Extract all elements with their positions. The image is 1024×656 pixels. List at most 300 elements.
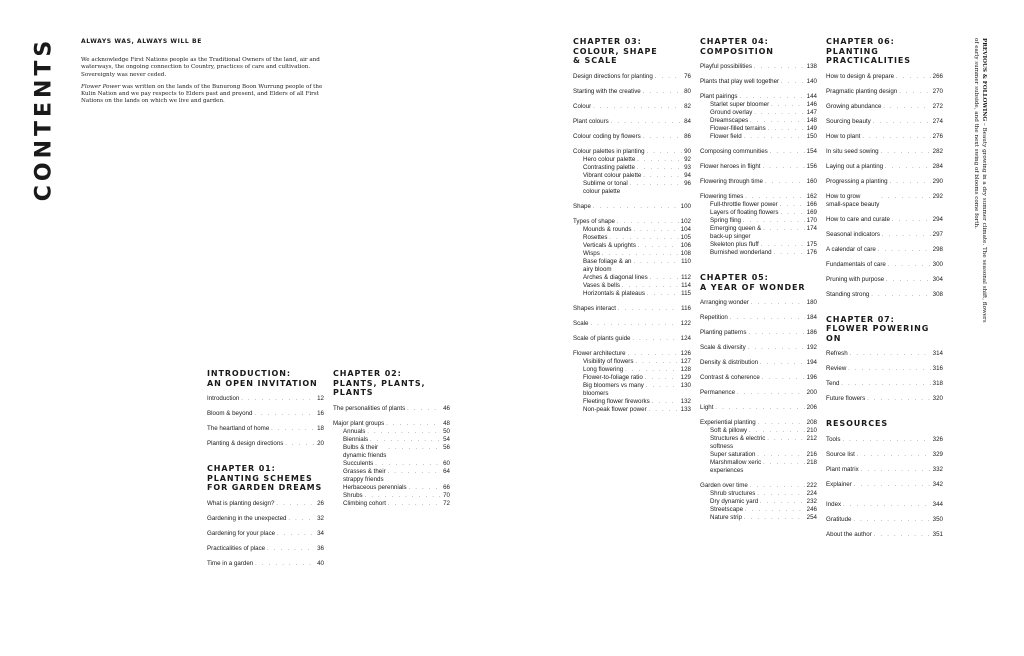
toc-entry-title: Flower-to-foliage ratio	[583, 373, 643, 381]
toc-entry-title: Permanence	[700, 389, 736, 396]
leader-dots	[848, 365, 930, 373]
toc-entry-title: Plants that play well together	[700, 78, 780, 85]
toc-entry-title: How to care and curate	[826, 215, 890, 223]
toc-entry[interactable]	[826, 178, 943, 186]
leader-dots	[896, 73, 931, 81]
leader-dots	[767, 435, 804, 443]
toc-entry-title: Types of shape	[573, 217, 615, 225]
toc-entry-title: Shape	[573, 202, 591, 210]
toc-page-number: 170	[806, 217, 817, 224]
toc-entry-title: Growing abundance	[826, 102, 882, 110]
leader-dots	[873, 118, 931, 126]
toc-entry[interactable]	[826, 451, 943, 459]
toc-page-number: 115	[681, 289, 691, 297]
toc-page-number: 66	[443, 483, 450, 491]
toc-entry-title: Hero colour palette	[583, 155, 636, 163]
toc-entry[interactable]	[826, 436, 943, 444]
toc-entry-title: Streetscape	[710, 506, 744, 513]
toc-entry-title: Plant matrix	[826, 465, 859, 473]
toc-subentry[interactable]	[573, 282, 691, 290]
toc-entry-title: How to design & prepare	[826, 72, 895, 80]
toc-page-number: 129	[680, 373, 691, 381]
toc-entry-title: Shapes interact	[573, 304, 616, 312]
toc-subentry[interactable]	[700, 498, 817, 506]
toc-page-number: 50	[443, 427, 450, 435]
toc-page-number: 154	[806, 148, 817, 155]
leader-dots	[850, 350, 931, 358]
toc-entry[interactable]	[207, 425, 324, 433]
toc-entry-title: Flower heroes in flight	[700, 163, 761, 170]
toc-subentry[interactable]	[573, 374, 691, 382]
toc-subentry[interactable]	[700, 459, 817, 475]
leader-dots	[655, 73, 682, 81]
toc-entry[interactable]	[333, 405, 450, 413]
toc-entry-title: Tend	[826, 380, 840, 387]
toc-page-number: 124	[680, 334, 691, 342]
toc-page-number: 218	[806, 459, 817, 466]
toc-subentry[interactable]	[573, 366, 691, 374]
toc-entry[interactable]	[826, 531, 943, 539]
toc-entry[interactable]	[207, 560, 324, 568]
toc-page-number: 266	[932, 72, 943, 80]
toc-subentry[interactable]	[333, 500, 450, 508]
toc-page-number: 94	[684, 171, 691, 179]
toc-entry-title: Sourcing beauty	[826, 117, 871, 125]
toc-page-number: 36	[317, 544, 324, 552]
toc-entry[interactable]	[826, 246, 943, 254]
toc-entry[interactable]	[700, 419, 817, 427]
toc-entry[interactable]	[700, 148, 817, 156]
toc-page-number: 166	[806, 201, 817, 208]
toc-page-number: 106	[680, 241, 691, 249]
toc-entry-title: Spring fling	[710, 217, 741, 224]
toc-page-number: 12	[317, 395, 324, 402]
leader-dots	[744, 514, 805, 522]
leader-dots	[650, 274, 679, 282]
toc-page-number: 104	[680, 225, 691, 233]
toc-entry[interactable]	[207, 515, 324, 523]
toc-page-number: 180	[806, 299, 817, 306]
toc-entry-title: Plant colours	[573, 117, 609, 125]
toc-page-number: 246	[806, 506, 817, 513]
toc-entry[interactable]	[207, 545, 324, 553]
toc-entry-title: Fundamentals of care	[826, 260, 886, 268]
toc-entry-title: Colour	[573, 102, 592, 110]
toc-entry[interactable]	[826, 148, 943, 156]
toc-entry-title: Index	[826, 500, 842, 508]
toc-entry-title: Starlet super bloomer	[710, 101, 770, 108]
toc-entry[interactable]	[826, 231, 943, 239]
toc-entry-title: Verticals & uprights	[583, 241, 636, 249]
toc-page-number: 112	[681, 273, 691, 281]
toc-page-number: 149	[806, 125, 817, 132]
leader-dots	[388, 468, 441, 476]
toc-entry[interactable]	[333, 420, 450, 428]
toc-entry-title: How to grow small-space beauty	[826, 192, 880, 208]
leader-dots	[750, 482, 805, 490]
toc-subentry[interactable]	[700, 209, 817, 217]
leader-dots	[750, 117, 805, 125]
toc-entry-title: Tools	[826, 435, 841, 443]
leader-dots	[407, 405, 441, 413]
leader-dots	[757, 490, 804, 498]
toc-subentry[interactable]	[700, 217, 817, 225]
toc-subentry[interactable]	[333, 444, 450, 460]
toc-entry-title: Fleeting flower fireworks	[583, 397, 650, 405]
toc-page-number: 294	[932, 215, 943, 223]
toc-entry-title: About the author	[826, 530, 872, 538]
toc-page-number: 156	[806, 163, 817, 170]
leader-dots	[602, 250, 679, 258]
toc-entry[interactable]	[573, 305, 691, 313]
leader-dots	[622, 282, 679, 290]
toc-subentry[interactable]	[573, 226, 691, 234]
toc-page-number: 146	[806, 101, 817, 108]
toc-page-number: 351	[932, 530, 943, 538]
toc-page-number: 116	[681, 304, 691, 312]
leader-dots	[388, 500, 441, 508]
toc-entry[interactable]	[573, 103, 691, 111]
toc-page-number: 192	[806, 344, 817, 351]
toc-entry-title: Sublime or tonal colour palette	[583, 179, 628, 195]
toc-page-number: 232	[806, 498, 817, 505]
toc-subentry[interactable]	[573, 172, 691, 180]
leader-dots	[609, 234, 678, 242]
leader-dots	[241, 395, 315, 403]
toc-page-number: 76	[684, 72, 691, 80]
leader-dots	[593, 203, 679, 211]
leader-dots	[883, 103, 930, 111]
toc-entry[interactable]	[207, 530, 324, 538]
toc-entry[interactable]	[700, 314, 817, 322]
toc-entry[interactable]	[826, 133, 943, 141]
toc-subentry[interactable]	[700, 249, 817, 257]
toc-entry[interactable]	[826, 481, 943, 489]
toc-subentry[interactable]	[573, 382, 691, 398]
leader-dots	[890, 178, 931, 186]
toc-page-number: 70	[443, 491, 450, 499]
ack-heading: ALWAYS WAS, ALWAYS WILL BE	[81, 38, 202, 45]
toc-subentry[interactable]	[573, 250, 691, 258]
toc-entry[interactable]	[700, 404, 817, 412]
toc-subentry[interactable]	[700, 225, 817, 241]
toc-entry[interactable]	[700, 389, 817, 397]
toc-subentry[interactable]	[700, 490, 817, 498]
leader-dots	[762, 374, 805, 382]
toc-page-number: 34	[317, 529, 324, 537]
toc-subentry[interactable]	[333, 436, 450, 444]
toc-page-number: 318	[932, 380, 943, 387]
leader-dots	[748, 344, 805, 352]
toc-entry-title: Flower-filled terrains	[710, 125, 766, 132]
toc-entry-title: Scale	[573, 319, 589, 327]
leader-dots	[630, 180, 682, 188]
ack-paragraph-1: We acknowledge First Nations people as the Traditional Owners of the land, air and waterways, the ongoing connection to Country, practices of care and cultivation. Sovereignty was never ceded.	[81, 57, 320, 78]
toc-entry[interactable]	[826, 516, 943, 524]
toc-entry[interactable]	[573, 218, 691, 226]
toc-page-number: 320	[932, 395, 943, 402]
toc-entry[interactable]	[573, 133, 691, 141]
toc-entry[interactable]	[826, 193, 943, 209]
toc-entry-title: Mounds & rounds	[583, 225, 632, 233]
toc-entry[interactable]	[826, 118, 943, 126]
toc-page-number: 64	[443, 467, 450, 475]
leader-dots	[632, 335, 678, 343]
chapter-heading: CHAPTER 06: PLANTING PRACTICALITIES	[826, 37, 911, 65]
toc-subentry[interactable]	[700, 427, 817, 435]
chapter-heading: RESOURCES	[826, 419, 889, 428]
toc-subentry[interactable]	[700, 125, 817, 133]
leader-dots	[643, 88, 682, 96]
toc-page-number: 80	[684, 87, 691, 95]
leader-dots	[862, 133, 930, 141]
toc-page-number: 132	[680, 397, 691, 405]
toc-subentry[interactable]	[700, 435, 817, 451]
toc-entry[interactable]	[700, 163, 817, 171]
toc-entry-title: Emerging queen & back-up singer	[710, 225, 762, 240]
leader-dots	[730, 314, 805, 322]
toc-entry[interactable]	[207, 395, 324, 403]
toc-entry[interactable]	[573, 118, 691, 126]
toc-subentry[interactable]	[573, 164, 691, 172]
toc-entry[interactable]	[700, 93, 817, 101]
toc-entry[interactable]	[826, 88, 943, 96]
toc-entry-title: Rosettes	[583, 233, 608, 241]
contents-title: CONTENTS	[31, 36, 57, 202]
toc-page-number: 342	[932, 480, 943, 488]
toc-page-number: 276	[932, 132, 943, 140]
leader-dots	[277, 530, 315, 538]
toc-entry[interactable]	[700, 329, 817, 337]
toc-entry[interactable]	[826, 163, 943, 171]
toc-entry[interactable]	[207, 410, 324, 418]
toc-subentry[interactable]	[573, 234, 691, 242]
toc-entry[interactable]	[700, 193, 817, 201]
toc-entry-title: Density & distribution	[700, 359, 759, 366]
toc-entry[interactable]	[826, 73, 943, 81]
leader-dots	[254, 410, 315, 418]
toc-entry-title: What is planting design?	[207, 499, 275, 507]
toc-page-number: 200	[806, 389, 817, 396]
toc-entry[interactable]	[700, 482, 817, 490]
toc-entry[interactable]	[573, 148, 691, 156]
toc-subentry[interactable]	[700, 109, 817, 117]
toc-subentry[interactable]	[333, 492, 450, 500]
toc-subentry[interactable]	[573, 180, 691, 196]
toc-page-number: 300	[932, 260, 943, 268]
toc-entry[interactable]	[826, 103, 943, 111]
toc-entry[interactable]	[573, 88, 691, 96]
toc-subentry[interactable]	[573, 406, 691, 414]
leader-dots	[590, 320, 678, 328]
leader-dots	[388, 444, 441, 452]
toc-entry-title: Annuals	[343, 427, 366, 435]
toc-entry-title: Marshmallow xeric experiences	[710, 459, 762, 474]
toc-entry[interactable]	[826, 216, 943, 224]
toc-page-number: 16	[317, 410, 324, 417]
toc-page-number: 175	[806, 241, 817, 248]
leader-dots	[267, 545, 315, 553]
leader-dots	[843, 501, 931, 509]
toc-entry[interactable]	[700, 359, 817, 367]
toc-entry-title: Experiential planting	[700, 419, 756, 426]
toc-entry[interactable]	[207, 440, 324, 448]
toc-subentry[interactable]	[573, 290, 691, 298]
toc-subentry[interactable]	[573, 274, 691, 282]
toc-entry[interactable]	[700, 344, 817, 352]
toc-page-number: 150	[806, 133, 817, 140]
toc-page-number: 282	[932, 147, 943, 155]
toc-entry[interactable]	[700, 299, 817, 307]
toc-entry-title: Non-peak flower power	[583, 405, 647, 413]
toc-entry[interactable]	[826, 380, 943, 388]
toc-entry-title: Review	[826, 365, 847, 372]
toc-page-number: 176	[806, 249, 817, 256]
toc-entry-title: Ground overlay	[710, 109, 753, 116]
toc-page-number: 108	[680, 249, 691, 257]
toc-page-number: 84	[684, 117, 691, 125]
toc-entry[interactable]	[826, 395, 943, 403]
leader-dots	[861, 466, 931, 474]
toc-page-number: 32	[317, 514, 324, 522]
leader-dots	[744, 133, 805, 141]
toc-subentry[interactable]	[573, 398, 691, 406]
chapter-heading: CHAPTER 04: COMPOSITION	[700, 37, 774, 56]
toc-page-number: 224	[806, 490, 817, 497]
leader-dots	[780, 209, 804, 217]
toc-entry[interactable]	[573, 320, 691, 328]
toc-entry[interactable]	[573, 73, 691, 81]
toc-entry[interactable]	[207, 500, 324, 508]
toc-column-1	[207, 369, 324, 568]
toc-entry-title: Dreamscapes	[710, 117, 749, 124]
leader-dots	[881, 193, 930, 201]
toc-subentry[interactable]	[700, 506, 817, 514]
leader-dots	[737, 389, 805, 397]
toc-subentry[interactable]	[700, 514, 817, 522]
toc-column-2	[333, 369, 450, 508]
toc-page-number: 344	[932, 500, 943, 508]
leader-dots	[386, 420, 441, 428]
toc-subentry[interactable]	[333, 484, 450, 492]
toc-subentry[interactable]	[700, 117, 817, 125]
toc-page-number: 169	[806, 209, 817, 216]
toc-entry[interactable]	[826, 291, 943, 299]
toc-entry[interactable]	[573, 335, 691, 343]
toc-subentry[interactable]	[573, 156, 691, 164]
toc-page-number: 54	[443, 435, 450, 443]
toc-entry[interactable]	[573, 203, 691, 211]
toc-entry-title: In situ seed sowing	[826, 147, 879, 155]
ack-paragraph-2: Flower Power was written on the lands of the Bunurong Boon Wurrung people of the Kulin Nation and we pay respects to Elders past and present, and Elders of all First Nations on the lands on which we live and garden.	[81, 83, 323, 105]
leader-dots	[751, 299, 805, 307]
leader-dots	[761, 241, 805, 249]
toc-entry-title: Herbaceous perennials	[343, 483, 407, 491]
chapter-heading: INTRODUCTION: AN OPEN INVITATION	[207, 369, 318, 388]
leader-dots	[634, 226, 679, 234]
toc-page-number: 208	[806, 419, 817, 426]
leader-dots	[867, 395, 930, 403]
leader-dots	[781, 78, 805, 86]
toc-subentry[interactable]	[573, 258, 691, 274]
toc-entry-title: Layers of floating flowers	[710, 209, 779, 216]
leader-dots	[874, 531, 931, 539]
toc-entry[interactable]	[826, 501, 943, 509]
toc-entry[interactable]	[700, 178, 817, 186]
toc-page-number: 110	[681, 257, 691, 265]
toc-entry[interactable]	[700, 374, 817, 382]
toc-entry-title: Flowering times	[700, 193, 744, 200]
toc-page-number: 210	[806, 427, 817, 434]
toc-entry-title: Playful possibilities	[700, 63, 752, 70]
toc-entry[interactable]	[700, 78, 817, 86]
toc-entry-title: Dry dynamic yard	[710, 498, 759, 505]
leader-dots	[646, 382, 679, 390]
leader-dots	[409, 484, 441, 492]
toc-entry-title: Long flowering	[583, 365, 624, 373]
toc-entry-title: Source list	[826, 450, 855, 458]
toc-entry-title: Super saturation	[710, 451, 756, 458]
toc-entry[interactable]	[826, 276, 943, 284]
toc-entry-title: Garden over time	[700, 482, 748, 489]
toc-subentry[interactable]	[573, 358, 691, 366]
leader-dots	[285, 440, 315, 448]
toc-subentry[interactable]	[573, 242, 691, 250]
toc-entry-title: Laying out a planting	[826, 162, 884, 170]
toc-entry-title: Plant pairings	[700, 93, 738, 100]
toc-entry[interactable]	[826, 261, 943, 269]
toc-entry-title: Contrast & coherence	[700, 374, 760, 381]
toc-entry[interactable]	[573, 350, 691, 358]
toc-entry[interactable]	[826, 466, 943, 474]
toc-subentry[interactable]	[700, 101, 817, 109]
leader-dots	[740, 93, 805, 101]
toc-entry-title: Shrub structures	[710, 490, 756, 497]
toc-entry-title: Explainer	[826, 480, 852, 488]
toc-subentry[interactable]	[700, 133, 817, 141]
toc-page-number: 140	[806, 78, 817, 85]
toc-subentry[interactable]	[333, 460, 450, 468]
toc-entry[interactable]	[826, 365, 943, 373]
leader-dots	[743, 217, 805, 225]
toc-subentry[interactable]	[700, 201, 817, 209]
toc-entry[interactable]	[700, 63, 817, 71]
leader-dots	[715, 404, 804, 412]
toc-entry-title: Scale of plants guide	[573, 334, 631, 342]
leader-dots	[375, 460, 441, 468]
leader-dots	[760, 498, 805, 506]
toc-subentry[interactable]	[700, 241, 817, 249]
leader-dots	[899, 88, 930, 96]
toc-entry-title: Planting & design directions	[207, 440, 284, 447]
toc-entry-title: Flowering through time	[700, 178, 763, 185]
toc-entry[interactable]	[826, 350, 943, 358]
side-caption: PREVIOUS & FOLLOWING – Beauty growing in a dry summer climate. The seasonal shift, flowers of early summer subside, and the next swing of blooms come forth.	[973, 38, 987, 323]
toc-subentry[interactable]	[700, 451, 817, 459]
toc-page-number: 272	[932, 102, 943, 110]
toc-page-number: 114	[681, 281, 691, 289]
toc-page-number: 128	[680, 365, 691, 373]
leader-dots	[618, 305, 679, 313]
toc-entry-title: Flower architecture	[573, 349, 626, 357]
toc-page-number: 326	[932, 435, 943, 443]
toc-entry-title: Visibility of flowers	[583, 357, 634, 365]
leader-dots	[647, 148, 683, 156]
leader-dots	[780, 201, 805, 209]
toc-subentry[interactable]	[333, 428, 450, 436]
toc-subentry[interactable]	[333, 468, 450, 484]
toc-page-number: 82	[684, 102, 691, 110]
